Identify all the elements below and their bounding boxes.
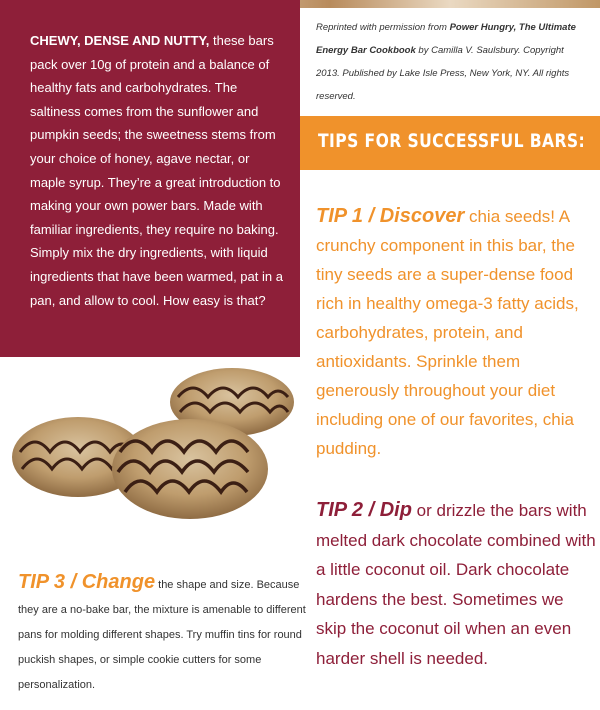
energy-bars-photo (0, 357, 300, 562)
tip-1 (316, 202, 592, 463)
intro-body: these bars pack over 10g of protein and a balance of healthy fats and carbohydrates. The saltiness comes from the sunflower and pumpkin seeds; the sweetness stems from your choice of honey, agave nectar, or maple syrup. They’re a great introduction to making your own power bars. Made with familiar ingredients, they require no baking. Simply mix the dry ingredients, with liquid ingredients that have been warmed, pat in a pan, and allow to cool. How easy is that? (30, 33, 283, 308)
intro-paragraph (30, 29, 285, 312)
tip-2-text: or drizzle the bars with melted dark chocolate combined with a little coconut oil. Dark chocolate hardens the best. Sometimes we skip the coconut oil when an even harder shell is needed. (316, 501, 596, 668)
tips-banner (300, 116, 600, 170)
tip-1-text: chia seeds! A crunchy component in this bar, the tiny seeds are a super-dense food rich in healthy omega-3 fatty acids, carbohydrates, protein, and antioxidants. Sprinkle them generously throughout your diet including one of our favorites, chia pudding. (316, 207, 579, 458)
tips-title: TIPS FOR SUCCESSFUL BARS: (318, 130, 586, 152)
intro-lead: CHEWY, DENSE AND NUTTY, (30, 33, 210, 48)
bar-front (112, 419, 268, 519)
reprint-prefix: Reprinted with permission from (316, 22, 450, 33)
tip-2 (316, 496, 596, 673)
tip-1-keyword: Discover (379, 205, 465, 227)
tip-2-number: TIP 2 / (316, 499, 380, 521)
tip-3 (18, 570, 308, 698)
tip-3-text: the shape and size. Because they are a no-bake bar, the mixture is amenable to different pans for molding different shapes. Try muffin tins for round puckish shapes, or simple cookie cutters for some personalization. (18, 579, 306, 691)
tip-3-number: TIP 3 / (18, 571, 82, 593)
reprint-credit (316, 16, 586, 108)
intro-panel (0, 0, 300, 357)
tip-2-keyword: Dip (379, 499, 412, 521)
reprint-suffix: by Camilla V. Saulsbury. Copyright 2013. Published by Lake Isle Press, New York, NY. All rights reserved. (316, 45, 570, 102)
tip-3-keyword: Change (81, 571, 156, 593)
tip-1-number: TIP 1 / (316, 205, 380, 227)
reprint-book-title: Power Hungry, The Ultimate Energy Bar Cookbook (316, 22, 576, 56)
